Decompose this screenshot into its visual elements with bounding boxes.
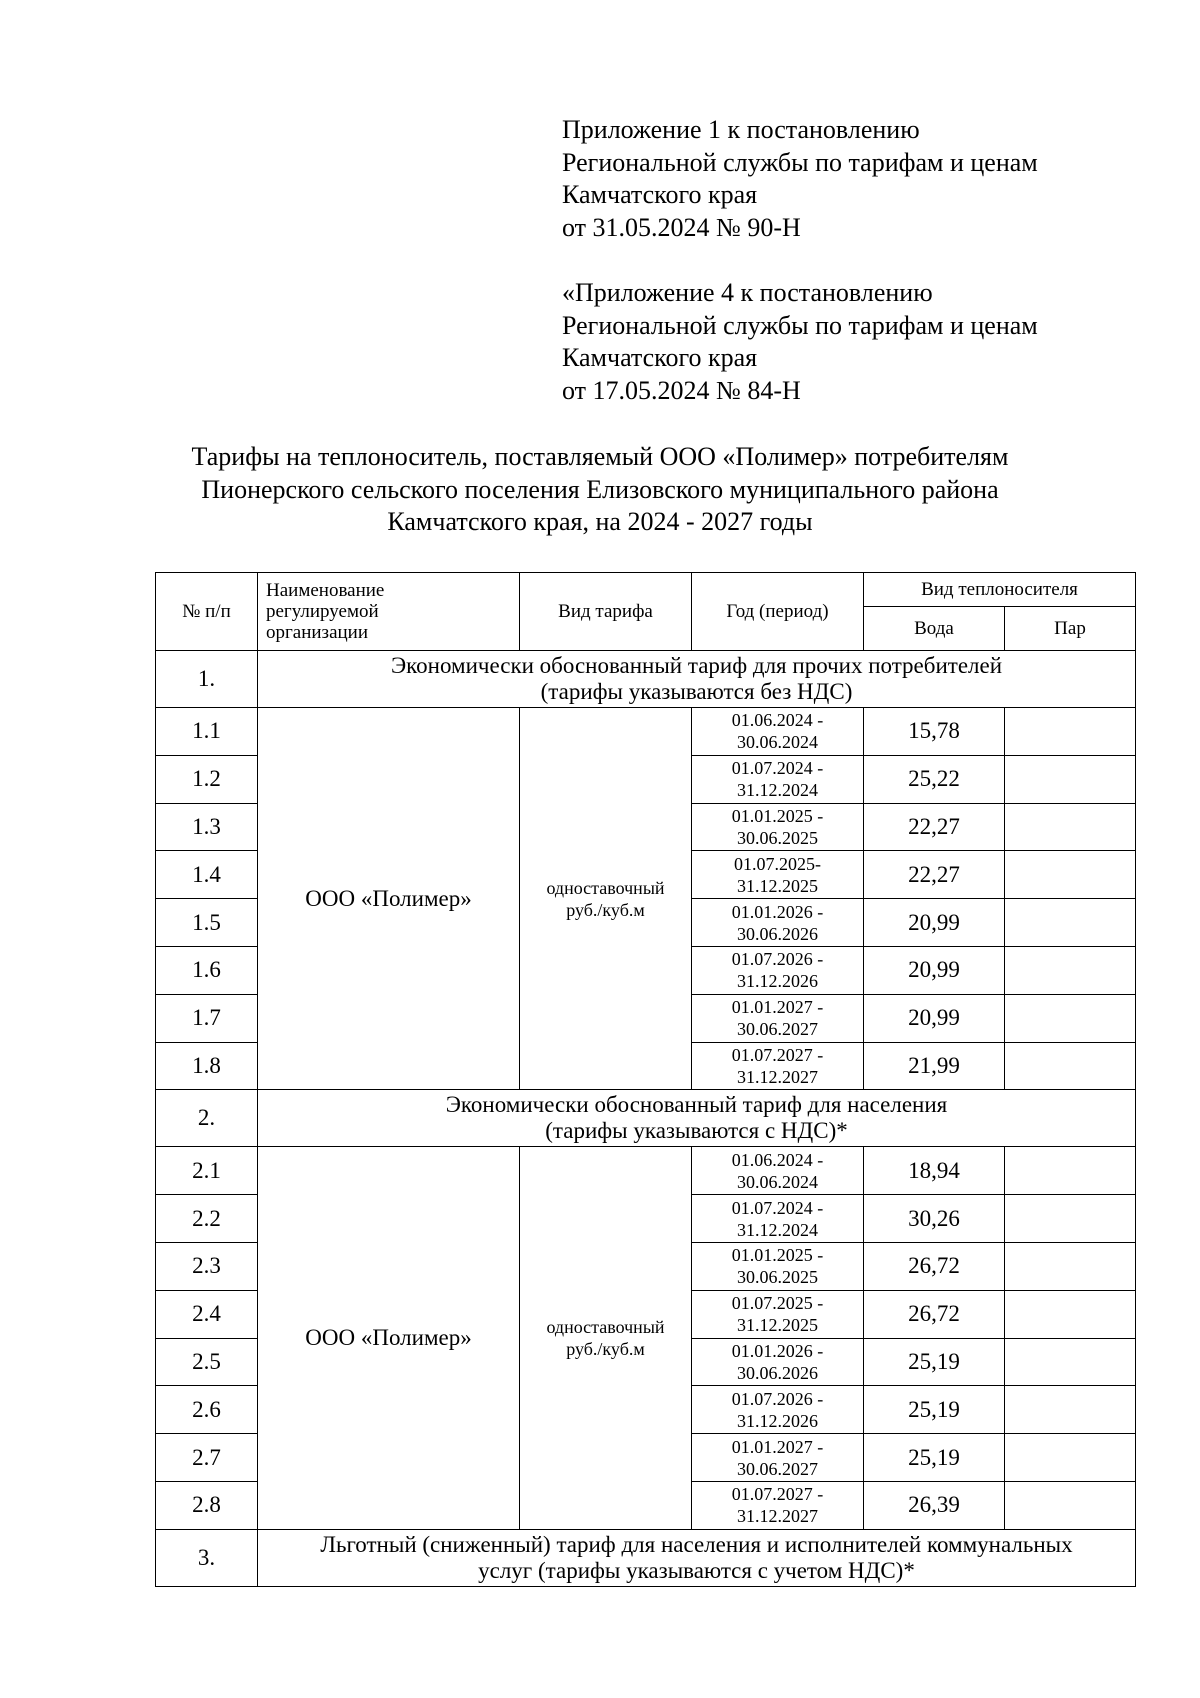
organization-name: ООО «Полимер» — [258, 708, 520, 1090]
table-header-row — [156, 573, 1136, 607]
tariff-kind — [520, 708, 692, 1090]
water-tariff: 25,19 — [864, 1338, 1005, 1386]
tariff-kind — [520, 1147, 692, 1529]
header-kind: Вид тарифа — [520, 573, 692, 651]
period-line: 31.12.2026 — [737, 971, 818, 992]
appendix-header-1-line: от 31.05.2024 № 90-Н — [562, 212, 801, 242]
appendix-header-1-line: Камчатского края — [562, 180, 758, 209]
period-line: 01.07.2026 - — [731, 949, 824, 970]
section-title — [258, 1090, 1136, 1147]
steam-tariff — [1005, 1338, 1136, 1386]
water-tariff: 25,19 — [864, 1386, 1005, 1434]
period-cell — [692, 803, 864, 851]
steam-tariff — [1005, 708, 1136, 756]
period-cell — [692, 755, 864, 803]
water-tariff: 22,27 — [864, 851, 1005, 899]
period-line: 01.01.2027 - — [731, 997, 824, 1018]
period-line: 01.06.2024 - — [731, 710, 824, 731]
period-cell — [692, 1042, 864, 1090]
section-title-line: услуг (тарифы указываются с учетом НДС)* — [478, 1557, 915, 1583]
period-line: 31.12.2024 — [737, 780, 818, 801]
section-row — [156, 651, 1136, 708]
row-number: 1.2 — [156, 755, 258, 803]
row-number: 2.7 — [156, 1434, 258, 1482]
header-steam: Пар — [1005, 607, 1136, 651]
section-title — [258, 651, 1136, 708]
period-cell — [692, 1338, 864, 1386]
steam-tariff — [1005, 803, 1136, 851]
period-line: 30.06.2027 — [737, 1019, 818, 1040]
water-tariff: 22,27 — [864, 803, 1005, 851]
row-number: 1.5 — [156, 899, 258, 947]
water-tariff: 25,19 — [864, 1434, 1005, 1482]
steam-tariff — [1005, 899, 1136, 947]
tariff-kind-line: одноставочный — [546, 1317, 665, 1338]
section-title-line: (тарифы указываются с НДС)* — [545, 1118, 848, 1144]
period-line: 01.01.2026 - — [731, 1340, 824, 1361]
header-org-line: регулируемой — [266, 601, 379, 622]
water-tariff: 20,99 — [864, 899, 1005, 947]
water-tariff: 20,99 — [864, 946, 1005, 994]
period-cell — [692, 851, 864, 899]
steam-tariff — [1005, 1042, 1136, 1090]
steam-tariff — [1005, 1290, 1136, 1338]
steam-tariff — [1005, 994, 1136, 1042]
water-tariff: 26,72 — [864, 1290, 1005, 1338]
section-number: 2. — [156, 1090, 258, 1147]
period-line: 30.06.2025 — [737, 827, 818, 848]
document-title-line: Камчатского края, на 2024 - 2027 годы — [387, 507, 813, 536]
period-line: 01.07.2027 - — [731, 1044, 824, 1065]
tariff-table — [155, 572, 1136, 1587]
period-cell — [692, 1242, 864, 1290]
steam-tariff — [1005, 1386, 1136, 1434]
period-line: 01.01.2025 - — [731, 805, 824, 826]
appendix-header-1-line: Приложение 1 к постановлению — [562, 115, 920, 144]
section-title — [258, 1529, 1136, 1586]
period-line: 01.01.2026 - — [731, 901, 824, 922]
tariff-kind-line: одноставочный — [546, 877, 665, 898]
steam-tariff — [1005, 755, 1136, 803]
water-tariff: 18,94 — [864, 1147, 1005, 1195]
period-line: 30.06.2024 — [737, 1171, 818, 1192]
water-tariff: 21,99 — [864, 1042, 1005, 1090]
row-number: 1.3 — [156, 803, 258, 851]
period-cell — [692, 1481, 864, 1529]
period-line: 30.06.2024 — [737, 732, 818, 753]
appendix-header-2-line: Камчатского края — [562, 343, 758, 372]
period-line: 31.12.2024 — [737, 1219, 818, 1240]
period-line: 30.06.2026 — [737, 923, 818, 944]
header-org-line: организации — [266, 622, 369, 643]
period-cell — [692, 1195, 864, 1243]
row-number: 1.1 — [156, 708, 258, 756]
document-title — [100, 441, 1100, 539]
period-line: 31.12.2027 — [737, 1506, 818, 1527]
period-line: 30.06.2025 — [737, 1267, 818, 1288]
period-line: 01.07.2027 - — [731, 1484, 824, 1505]
row-number: 1.6 — [156, 946, 258, 994]
row-number: 1.4 — [156, 851, 258, 899]
section-title-line: (тарифы указываются без НДС) — [540, 679, 853, 704]
row-number: 2.1 — [156, 1147, 258, 1195]
section-number: 3. — [156, 1529, 258, 1586]
appendix-header-2-line: Региональной службы по тарифам и ценам — [562, 310, 1038, 340]
steam-tariff — [1005, 1195, 1136, 1243]
document-title-line: Тарифы на теплоноситель, поставляемый ООО «Полимер» потребителям — [191, 442, 1009, 471]
period-cell — [692, 994, 864, 1042]
period-line: 01.07.2025 - — [731, 1293, 824, 1314]
section-row — [156, 1090, 1136, 1147]
water-tariff: 15,78 — [864, 708, 1005, 756]
appendix-header-1-line: Региональной службы по тарифам и ценам — [562, 147, 1038, 177]
row-number: 2.3 — [156, 1242, 258, 1290]
period-line: 31.12.2026 — [737, 1410, 818, 1431]
section-row — [156, 1529, 1136, 1586]
period-line: 30.06.2027 — [737, 1458, 818, 1479]
period-cell — [692, 1290, 864, 1338]
table-row — [156, 708, 1136, 756]
steam-tariff — [1005, 1147, 1136, 1195]
section-number: 1. — [156, 651, 258, 708]
period-cell — [692, 1434, 864, 1482]
document-title-line: Пионерского сельского поселения Елизовского муниципального района — [201, 474, 999, 504]
period-line: 01.01.2025 - — [731, 1245, 824, 1266]
period-line: 01.07.2025- — [734, 853, 821, 874]
section-title-line: Льготный (сниженный) тариф для населения и исполнителей коммунальных — [320, 1531, 1073, 1557]
water-tariff: 30,26 — [864, 1195, 1005, 1243]
period-line: 01.07.2024 - — [731, 1197, 824, 1218]
water-tariff: 25,22 — [864, 755, 1005, 803]
row-number: 2.6 — [156, 1386, 258, 1434]
water-tariff: 26,39 — [864, 1481, 1005, 1529]
period-line: 31.12.2025 — [737, 1315, 818, 1336]
row-number: 2.2 — [156, 1195, 258, 1243]
period-cell — [692, 1147, 864, 1195]
period-cell — [692, 946, 864, 994]
period-line: 01.06.2024 - — [731, 1149, 824, 1170]
row-number: 1.7 — [156, 994, 258, 1042]
header-carrier: Вид теплоносителя — [864, 573, 1136, 607]
row-number: 1.8 — [156, 1042, 258, 1090]
section-title-line: Экономически обоснованный тариф для прочих потребителей — [390, 653, 1003, 678]
header-org-line: Наименование — [266, 580, 385, 601]
period-line: 31.12.2025 — [737, 875, 818, 896]
table-row — [156, 1147, 1136, 1195]
period-line: 31.12.2027 — [737, 1066, 818, 1087]
appendix-header-1 — [562, 114, 1038, 244]
steam-tariff — [1005, 946, 1136, 994]
steam-tariff — [1005, 851, 1136, 899]
row-number: 2.4 — [156, 1290, 258, 1338]
section-title-line: Экономически обоснованный тариф для населения — [445, 1092, 948, 1118]
tariff-kind-line: руб./куб.м — [566, 899, 645, 920]
steam-tariff — [1005, 1481, 1136, 1529]
period-line: 01.07.2024 - — [731, 758, 824, 779]
appendix-header-2-line: «Приложение 4 к постановлению — [562, 278, 933, 307]
steam-tariff — [1005, 1434, 1136, 1482]
period-line: 01.07.2026 - — [731, 1388, 824, 1409]
period-cell — [692, 1386, 864, 1434]
water-tariff: 26,72 — [864, 1242, 1005, 1290]
steam-tariff — [1005, 1242, 1136, 1290]
period-cell — [692, 708, 864, 756]
row-number: 2.8 — [156, 1481, 258, 1529]
period-line: 01.01.2027 - — [731, 1436, 824, 1457]
period-line: 30.06.2026 — [737, 1362, 818, 1383]
tariff-kind-line: руб./куб.м — [566, 1339, 645, 1360]
header-period: Год (период) — [692, 573, 864, 651]
header-water: Вода — [864, 607, 1005, 651]
period-cell — [692, 899, 864, 947]
header-num: № п/п — [156, 573, 258, 651]
organization-name: ООО «Полимер» — [258, 1147, 520, 1529]
header-org — [258, 573, 520, 651]
appendix-header-2 — [562, 277, 1038, 407]
row-number: 2.5 — [156, 1338, 258, 1386]
water-tariff: 20,99 — [864, 994, 1005, 1042]
appendix-header-2-line: от 17.05.2024 № 84-Н — [562, 375, 801, 405]
